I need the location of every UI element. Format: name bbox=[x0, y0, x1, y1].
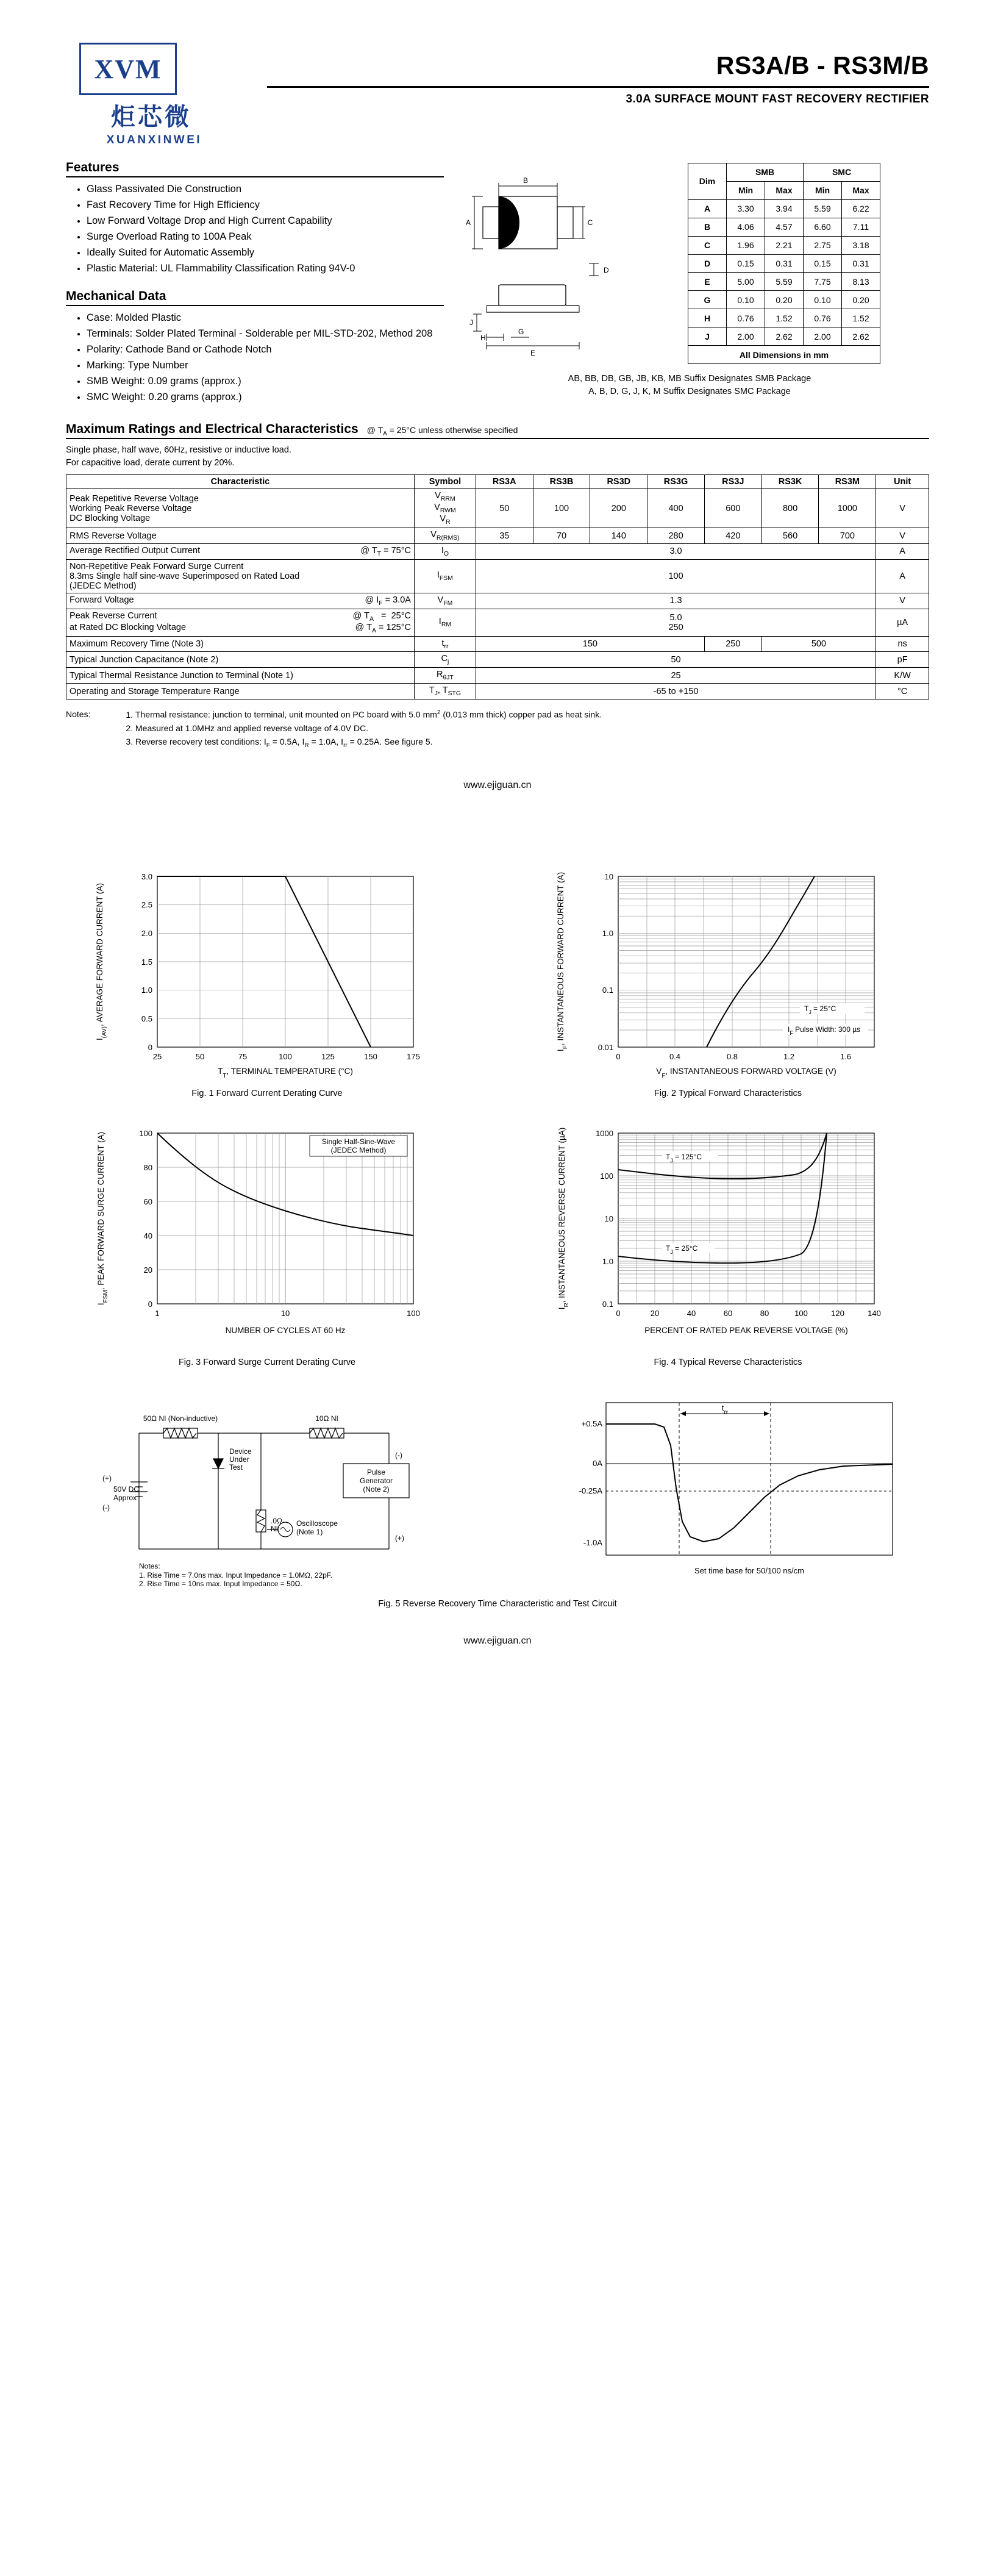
svg-text:2.5: 2.5 bbox=[141, 900, 152, 909]
svg-text:100: 100 bbox=[407, 1309, 420, 1318]
figure-3 bbox=[66, 1121, 468, 1370]
dim-value: 6.22 bbox=[842, 199, 880, 218]
header-divider bbox=[267, 86, 929, 88]
svg-text:H: H bbox=[480, 334, 486, 342]
dim-label: B bbox=[688, 218, 727, 236]
ratings-load-note bbox=[66, 444, 929, 470]
svg-text:140: 140 bbox=[868, 1309, 881, 1318]
svg-text:+0.5A: +0.5A bbox=[581, 1419, 602, 1429]
dim-value: 2.75 bbox=[804, 236, 842, 254]
test-circuit-diagram bbox=[66, 1390, 493, 1592]
svg-text:Single Half-Sine-Wave: Single Half-Sine-Wave bbox=[321, 1137, 396, 1147]
table-row bbox=[66, 652, 929, 668]
svg-text:C: C bbox=[587, 218, 593, 227]
col-rs3g: RS3G bbox=[647, 475, 705, 489]
row-label-junction-capacitance: Typical Junction Capacitance (Note 2) bbox=[66, 652, 415, 668]
svg-text:Set time base for 50/100 ns/cm: Set time base for 50/100 ns/cm bbox=[694, 1566, 804, 1576]
svg-text:150: 150 bbox=[364, 1051, 377, 1061]
svg-text:NUMBER OF CYCLES AT 60 Hz: NUMBER OF CYCLES AT 60 Hz bbox=[225, 1326, 346, 1336]
svg-text:10: 10 bbox=[280, 1309, 290, 1318]
figure-1 bbox=[66, 864, 468, 1101]
svg-text:IFSM, PEAK FORWARD SURGE CURRE: $I_{FSM}$, PEAK FORWARD SURGE CURRENT (A) bbox=[96, 1132, 109, 1306]
svg-text:Generator: Generator bbox=[359, 1476, 393, 1486]
chart-fig1 bbox=[66, 864, 468, 1084]
svg-text:50V DC: 50V DC bbox=[113, 1485, 140, 1494]
cell-value: 700 bbox=[819, 528, 876, 544]
svg-text:IF, INSTANTANEOUS FORWARD CURR: $I_F$, INSTANTANEOUS FORWARD CURRENT (A) bbox=[556, 871, 569, 1051]
table-row bbox=[66, 593, 929, 609]
cell-value: 600 bbox=[704, 489, 761, 528]
cell-value-span: 1.3 bbox=[476, 593, 876, 609]
dim-min-smb: Min bbox=[727, 181, 765, 199]
dim-value: 3.94 bbox=[765, 199, 804, 218]
table-row bbox=[66, 684, 929, 699]
row-label-peak-reverse-current: Peak Reverse Current @ $T_A = 25^\circ C$ at Rated DC Blocking Voltage @ $T_A = 125^\circ C$ bbox=[66, 609, 415, 636]
svg-text:(Note 2): (Note 2) bbox=[363, 1485, 390, 1494]
svg-text:-1.0A: -1.0A bbox=[583, 1538, 602, 1548]
svg-text:0.01: 0.01 bbox=[597, 1042, 613, 1052]
svg-text:A: A bbox=[465, 218, 471, 227]
svg-text:Pulse: Pulse bbox=[366, 1468, 386, 1477]
svg-text:TJ = 125°C: $T_J = 125^\circ C$ bbox=[666, 1153, 702, 1164]
list-item: 3. Reverse recovery test conditions: $I_F = 0.5A$, $I_R = 1.0A$, $I_{rr} = 0.25A$. See figure 5. bbox=[135, 735, 602, 750]
figure-1-caption: Fig. 1 Forward Current Derating Curve bbox=[191, 1088, 343, 1098]
col-symbol: Symbol bbox=[414, 475, 476, 489]
svg-text:J: J bbox=[469, 318, 473, 327]
svg-text:80: 80 bbox=[143, 1163, 152, 1173]
dimensions-table bbox=[688, 163, 880, 364]
cell-value: 280 bbox=[647, 528, 705, 544]
list-item: • Ideally Suited for Automatic Assembly bbox=[87, 246, 444, 260]
dim-value: 0.20 bbox=[842, 291, 880, 309]
dim-value: 5.59 bbox=[765, 273, 804, 291]
svg-text:trr: $t_{rr}$ bbox=[721, 1403, 729, 1416]
col-rs3k: RS3K bbox=[761, 475, 819, 489]
logo-english-name: XUANXINWEI bbox=[106, 134, 202, 146]
svg-text:10Ω NI: 10Ω NI bbox=[315, 1414, 338, 1423]
cell-value: 250 bbox=[704, 636, 761, 652]
dim-value: 7.11 bbox=[842, 218, 880, 236]
svg-text:1.5: 1.5 bbox=[141, 957, 152, 967]
svg-text:TT, TERMINAL TEMPERATURE (°C): $T_T$, TERMINAL TEMPERATURE (°C) bbox=[218, 1066, 353, 1079]
row-symbol: $V_{R(RMS)}$ bbox=[414, 528, 476, 544]
svg-text:I(AV), AVERAGE FORWARD CURRENT: $I_{(AV)}$, AVERAGE FORWARD CURRENT (A) bbox=[95, 882, 108, 1040]
cell-value: 100 bbox=[533, 489, 590, 528]
product-subtitle: 3.0A SURFACE MOUNT FAST RECOVERY RECTIFIER bbox=[626, 93, 929, 106]
dim-value: 5.59 bbox=[804, 199, 842, 218]
list-item: • Plastic Material: UL Flammability Classification Rating 94V-0 bbox=[87, 262, 444, 276]
svg-text:(JEDEC Method): (JEDEC Method) bbox=[330, 1146, 387, 1155]
col-rs3d: RS3D bbox=[590, 475, 647, 489]
electrical-characteristics-table bbox=[66, 474, 929, 699]
cell-value: 400 bbox=[647, 489, 705, 528]
figure-4 bbox=[527, 1121, 929, 1370]
cell-value: 140 bbox=[590, 528, 647, 544]
footnotes bbox=[66, 708, 929, 751]
cell-value-span: 100 bbox=[476, 559, 876, 593]
table-row bbox=[688, 254, 880, 273]
table-row bbox=[688, 218, 880, 236]
dim-value: 2.00 bbox=[727, 327, 765, 346]
table-row bbox=[66, 528, 929, 544]
dim-group-smc: SMC bbox=[804, 163, 880, 182]
svg-text:125: 125 bbox=[321, 1051, 335, 1061]
col-rs3b: RS3B bbox=[533, 475, 590, 489]
mechanical-rule bbox=[66, 305, 444, 306]
cell-unit: °C bbox=[876, 684, 929, 699]
svg-text:D: D bbox=[604, 266, 609, 274]
figure-5 bbox=[66, 1390, 929, 1592]
svg-text:(+): (+) bbox=[395, 1534, 404, 1543]
dim-label: J bbox=[688, 327, 727, 346]
figure-3-caption: Fig. 3 Forward Surge Current Derating Curve bbox=[178, 1358, 356, 1368]
cell-unit: A bbox=[876, 559, 929, 593]
cell-value: 70 bbox=[533, 528, 590, 544]
dim-value: 1.52 bbox=[765, 309, 804, 327]
features-list bbox=[66, 182, 444, 276]
website-url-bottom: www.ejiguan.cn bbox=[463, 1635, 532, 1646]
ratings-note-line: For capacitive load, derate current by 20%. bbox=[66, 458, 235, 468]
list-item: • SMC Weight: 0.20 grams (approx.) bbox=[87, 390, 444, 404]
list-item: 1. Thermal resistance: junction to terminal, unit mounted on PC board with 5.0 $mm^2$ (0.013 mm thick) copper pad as heat sink. bbox=[135, 708, 602, 721]
svg-text:Test: Test bbox=[229, 1463, 243, 1472]
list-item: • Terminals: Solder Plated Terminal - Solderable per MIL-STD-202, Method 208 bbox=[87, 327, 444, 341]
dim-value: 6.60 bbox=[804, 218, 842, 236]
svg-text:10: 10 bbox=[604, 1214, 613, 1224]
col-unit: Unit bbox=[876, 475, 929, 489]
svg-text:60: 60 bbox=[723, 1309, 733, 1318]
svg-text:20: 20 bbox=[143, 1265, 152, 1275]
table-row bbox=[66, 559, 929, 593]
row-label-avg-output-current: Average Rectified Output Current @ $T_T = 75^\circ C$ bbox=[66, 543, 415, 559]
table-row bbox=[688, 199, 880, 218]
svg-text:75: 75 bbox=[238, 1051, 248, 1061]
list-item: • SMB Weight: 0.09 grams (approx.) bbox=[87, 374, 444, 388]
svg-text:100: 100 bbox=[139, 1129, 152, 1139]
svg-text:1000: 1000 bbox=[596, 1129, 613, 1139]
ratings-title: Maximum Ratings and Electrical Characteristics bbox=[66, 421, 358, 436]
dim-value: 0.15 bbox=[804, 254, 842, 273]
website-url-top: www.ejiguan.cn bbox=[463, 779, 532, 790]
svg-text:E: E bbox=[530, 349, 536, 357]
fig5-notes-label: Notes: bbox=[139, 1562, 160, 1571]
cell-value-span: 25 bbox=[476, 668, 876, 684]
list-item: • Fast Recovery Time for High Efficiency bbox=[87, 198, 444, 212]
cell-unit: V bbox=[876, 489, 929, 528]
svg-text:-0.25A: -0.25A bbox=[579, 1486, 602, 1496]
svg-text:100: 100 bbox=[279, 1051, 292, 1061]
chart-fig2 bbox=[527, 864, 929, 1084]
list-item: • Low Forward Voltage Drop and High Current Capability bbox=[87, 214, 444, 228]
dim-label: C bbox=[688, 236, 727, 254]
dim-value: 0.31 bbox=[765, 254, 804, 273]
svg-text:10: 10 bbox=[604, 871, 613, 881]
dim-max-smb: Max bbox=[765, 181, 804, 199]
row-symbol: $I_{FSM}$ bbox=[414, 559, 476, 593]
svg-text:100: 100 bbox=[600, 1172, 613, 1181]
svg-text:0: 0 bbox=[616, 1051, 621, 1061]
col-rs3a: RS3A bbox=[476, 475, 533, 489]
svg-text:0: 0 bbox=[616, 1309, 621, 1318]
table-row bbox=[688, 236, 880, 254]
svg-text:2.0: 2.0 bbox=[141, 928, 152, 938]
svg-text:G: G bbox=[518, 327, 524, 336]
row-symbol: $V_{FM}$ bbox=[414, 593, 476, 609]
row-label-temperature-range: Operating and Storage Temperature Range bbox=[66, 684, 415, 699]
cell-value-span: 500 bbox=[761, 636, 876, 652]
svg-text:0.1: 0.1 bbox=[602, 985, 613, 995]
part-number-title: RS3A/B - RS3M/B bbox=[716, 51, 929, 79]
dim-value: 4.57 bbox=[765, 218, 804, 236]
row-label-text: Forward Voltage bbox=[70, 595, 134, 605]
cell-value-span: 3.0 bbox=[476, 543, 876, 559]
dim-value: 5.00 bbox=[727, 273, 765, 291]
cell-unit: ns bbox=[876, 636, 929, 652]
dim-value: 2.21 bbox=[765, 236, 804, 254]
svg-text:TJ = 25°C: $T_J = 25^\circ C$ bbox=[666, 1244, 698, 1256]
logo-chinese-name: 炬芯微 bbox=[111, 103, 191, 131]
cell-value-span: 150 bbox=[476, 636, 704, 652]
cell-value: 1000 bbox=[819, 489, 876, 528]
cell-unit: µA bbox=[876, 609, 929, 636]
chart-fig3 bbox=[66, 1121, 468, 1353]
dim-value: 8.13 bbox=[842, 273, 880, 291]
cell-unit: A bbox=[876, 543, 929, 559]
svg-text:120: 120 bbox=[831, 1309, 844, 1318]
table-row bbox=[688, 346, 880, 364]
col-rs3j: RS3J bbox=[704, 475, 761, 489]
list-item: • Glass Passivated Die Construction bbox=[87, 182, 444, 196]
row-symbol: $V_{RRM}$ $V_{RWM}$ $V_R$ bbox=[414, 489, 476, 528]
dim-value: 0.20 bbox=[765, 291, 804, 309]
svg-text:0: 0 bbox=[148, 1300, 152, 1309]
ratings-note-line: Single phase, half wave, 60Hz, resistive or inductive load. bbox=[66, 445, 291, 456]
logo-mark-text: XVM bbox=[94, 54, 162, 84]
row-symbol: $I_{RM}$ bbox=[414, 609, 476, 636]
svg-text:0.1: 0.1 bbox=[602, 1300, 613, 1309]
row-label-thermal-resistance: Typical Thermal Resistance Junction to Terminal (Note 1) bbox=[66, 668, 415, 684]
svg-text:175: 175 bbox=[407, 1051, 420, 1061]
features-rule bbox=[66, 176, 444, 177]
svg-text:Oscilloscope: Oscilloscope bbox=[296, 1519, 338, 1528]
svg-text:0.5: 0.5 bbox=[141, 1014, 152, 1023]
ratings-rule bbox=[66, 438, 929, 439]
svg-text:PERCENT OF RATED PEAK REVERSE: PERCENT OF RATED PEAK REVERSE VOLTAGE (%) bbox=[644, 1326, 848, 1336]
cell-unit: V bbox=[876, 593, 929, 609]
package-note-smb: AB, BB, DB, GB, JB, KB, MB Suffix Designates SMB Package bbox=[568, 374, 811, 384]
svg-text:0.8: 0.8 bbox=[726, 1051, 738, 1061]
svg-text:0.4: 0.4 bbox=[669, 1051, 681, 1061]
svg-text:.0Ω: .0Ω bbox=[271, 1517, 282, 1526]
row-label-surge-current: Non-Repetitive Peak Forward Surge Current 8.3ms Single half sine-wave Superimposed on Rated Load (JEDEC Method) bbox=[66, 559, 415, 593]
dim-value: 1.52 bbox=[842, 309, 880, 327]
svg-text:(Note 1): (Note 1) bbox=[296, 1528, 323, 1537]
svg-text:VF, INSTANTANEOUS FORWARD VOLT: $V_F$, INSTANTANEOUS FORWARD VOLTAGE (V) bbox=[656, 1066, 836, 1079]
svg-text:0: 0 bbox=[148, 1042, 152, 1052]
list-item: • Surge Overload Rating to 100A Peak bbox=[87, 230, 444, 244]
col-characteristic: Characteristic bbox=[66, 475, 415, 489]
table-row bbox=[66, 489, 929, 528]
svg-text:1. Rise Time = 7.0ns max. Inpu: 1. Rise Time = 7.0ns max. Input Impedance = 1.0MΩ, 22pF. bbox=[139, 1571, 333, 1580]
svg-text:IF Pulse Width: 300 µs: $I_F$ Pulse Width: 300 µs bbox=[788, 1025, 861, 1036]
dim-label: E bbox=[688, 273, 727, 291]
dim-value: 4.06 bbox=[727, 218, 765, 236]
svg-text:2. Rise Time = 10ns max. Input: 2. Rise Time = 10ns max. Input Impedance = 50Ω. bbox=[139, 1580, 302, 1589]
svg-text:IR, INSTANTANEOUS REVERSE CURR: $I_R$, INSTANTANEOUS REVERSE CURRENT (µA) bbox=[557, 1128, 570, 1310]
row-symbol: $t_{rr}$ bbox=[414, 636, 476, 652]
mechanical-list bbox=[66, 311, 444, 404]
svg-text:(+): (+) bbox=[102, 1474, 112, 1483]
cell-unit: V bbox=[876, 528, 929, 544]
list-item: • Case: Molded Plastic bbox=[87, 311, 444, 325]
table-row bbox=[688, 273, 880, 291]
col-rs3m: RS3M bbox=[819, 475, 876, 489]
features-title: Features bbox=[66, 160, 119, 174]
svg-text:(-): (-) bbox=[102, 1503, 110, 1512]
svg-text:20: 20 bbox=[650, 1309, 660, 1318]
cell-unit: K/W bbox=[876, 668, 929, 684]
page-header bbox=[66, 43, 929, 147]
mechanical-title: Mechanical Data bbox=[66, 289, 166, 304]
notes-label: Notes: bbox=[66, 709, 91, 720]
list-item: • Marking: Type Number bbox=[87, 359, 444, 373]
dim-col-header: Dim bbox=[688, 163, 727, 200]
svg-text:60: 60 bbox=[143, 1197, 152, 1207]
cell-value-span: 5.0 250 bbox=[476, 609, 876, 636]
svg-text:B: B bbox=[522, 176, 529, 185]
dim-value: 1.96 bbox=[727, 236, 765, 254]
logo-mark bbox=[79, 43, 177, 95]
row-symbol: $C_j$ bbox=[414, 652, 476, 668]
dim-max-smc: Max bbox=[842, 181, 880, 199]
svg-text:50: 50 bbox=[195, 1051, 205, 1061]
recovery-waveform-diagram bbox=[551, 1390, 929, 1592]
table-row bbox=[66, 543, 929, 559]
dim-value: 2.62 bbox=[842, 327, 880, 346]
chart-fig4 bbox=[527, 1121, 929, 1353]
dim-label: H bbox=[688, 309, 727, 327]
svg-text:40: 40 bbox=[143, 1231, 152, 1241]
svg-text:50Ω NI (Non-inductive): 50Ω NI (Non-inductive) bbox=[143, 1414, 218, 1423]
characteristic-curves bbox=[66, 864, 929, 1611]
dim-label: G bbox=[688, 291, 727, 309]
dim-value: 0.76 bbox=[804, 309, 842, 327]
svg-text:3.0: 3.0 bbox=[141, 871, 152, 881]
cell-value: 420 bbox=[704, 528, 761, 544]
svg-text:(-): (-) bbox=[395, 1451, 402, 1460]
list-item: 2. Measured at 1.0MHz and applied reverse voltage of 4.0V DC. bbox=[135, 722, 602, 735]
row-symbol: $I_O$ bbox=[414, 543, 476, 559]
table-row bbox=[66, 609, 929, 636]
table-row bbox=[66, 636, 929, 652]
dim-value: 3.18 bbox=[842, 236, 880, 254]
svg-text:25: 25 bbox=[152, 1051, 162, 1061]
row-symbol: $R_{\theta JT}$ bbox=[414, 668, 476, 684]
dim-value: 0.10 bbox=[804, 291, 842, 309]
svg-text:Device: Device bbox=[229, 1447, 252, 1456]
dimensions-footer: All Dimensions in mm bbox=[688, 346, 880, 364]
dim-group-smb: SMB bbox=[727, 163, 804, 182]
cell-value-span: -65 to +150 bbox=[476, 684, 876, 699]
svg-text:1.0: 1.0 bbox=[141, 985, 152, 995]
package-suffix-notes bbox=[450, 373, 929, 398]
cell-value: 200 bbox=[590, 489, 647, 528]
notes-list bbox=[121, 708, 602, 751]
table-row bbox=[66, 668, 929, 684]
cell-value: 35 bbox=[476, 528, 533, 544]
table-row bbox=[688, 291, 880, 309]
table-row bbox=[688, 309, 880, 327]
figure-5-caption: Fig. 5 Reverse Recovery Time Characteristic and Test Circuit bbox=[378, 1599, 617, 1609]
row-label-reverse-voltage: Peak Repetitive Reverse Voltage Working Peak Reverse Voltage DC Blocking Voltage bbox=[66, 489, 415, 528]
cell-value: 50 bbox=[476, 489, 533, 528]
package-note-smc: A, B, D, G, J, K, M Suffix Designates SMC Package bbox=[588, 387, 791, 397]
dim-value: 0.76 bbox=[727, 309, 765, 327]
svg-text:1.6: 1.6 bbox=[840, 1051, 852, 1061]
svg-text:80: 80 bbox=[760, 1309, 769, 1318]
figure-4-caption: Fig. 4 Typical Reverse Characteristics bbox=[654, 1358, 802, 1368]
row-symbol: $T_J$, $T_{STG}$ bbox=[414, 684, 476, 699]
dim-value: 2.62 bbox=[765, 327, 804, 346]
dim-min-smc: Min bbox=[804, 181, 842, 199]
cell-value: 800 bbox=[761, 489, 819, 528]
dim-value: 2.00 bbox=[804, 327, 842, 346]
svg-text:100: 100 bbox=[794, 1309, 808, 1318]
svg-text:TJ = 25°C: $T_J = 25^\circ C$ bbox=[804, 1004, 836, 1015]
company-logo bbox=[66, 43, 267, 147]
dim-label: D bbox=[688, 254, 727, 273]
dim-value: 0.31 bbox=[842, 254, 880, 273]
cell-value-span: 50 bbox=[476, 652, 876, 668]
svg-text:Under: Under bbox=[229, 1455, 249, 1464]
cell-unit: pF bbox=[876, 652, 929, 668]
row-label-rms-reverse-voltage: RMS Reverse Voltage bbox=[66, 528, 415, 544]
svg-text:Approx: Approx bbox=[113, 1494, 137, 1503]
svg-text:1.0: 1.0 bbox=[602, 928, 613, 938]
list-item: • Polarity: Cathode Band or Cathode Notch bbox=[87, 343, 444, 357]
svg-text:NI: NI bbox=[271, 1525, 278, 1534]
package-outline-drawing bbox=[450, 163, 682, 364]
dim-value: 0.15 bbox=[727, 254, 765, 273]
figure-2-caption: Fig. 2 Typical Forward Characteristics bbox=[654, 1088, 802, 1098]
dim-value: 0.10 bbox=[727, 291, 765, 309]
svg-text:1.2: 1.2 bbox=[783, 1051, 795, 1061]
svg-text:40: 40 bbox=[687, 1309, 696, 1318]
row-label-forward-voltage: Forward Voltage @ $I_F = 3.0A$ bbox=[66, 593, 415, 609]
table-header-row bbox=[66, 475, 929, 489]
table-row bbox=[688, 327, 880, 346]
dim-label: A bbox=[688, 199, 727, 218]
row-label-recovery-time: Maximum Recovery Time (Note 3) bbox=[66, 636, 415, 652]
svg-text:1.0: 1.0 bbox=[602, 1257, 613, 1267]
figure-2 bbox=[527, 864, 929, 1101]
cell-value: 560 bbox=[761, 528, 819, 544]
dim-value: 3.30 bbox=[727, 199, 765, 218]
dim-value: 7.75 bbox=[804, 273, 842, 291]
ratings-condition: @ $T_A = 25^\circ C$ unless otherwise specified bbox=[366, 424, 518, 437]
svg-text:0A: 0A bbox=[593, 1459, 602, 1469]
svg-text:1: 1 bbox=[155, 1309, 160, 1318]
row-label-text: Average Rectified Output Current bbox=[70, 545, 201, 556]
